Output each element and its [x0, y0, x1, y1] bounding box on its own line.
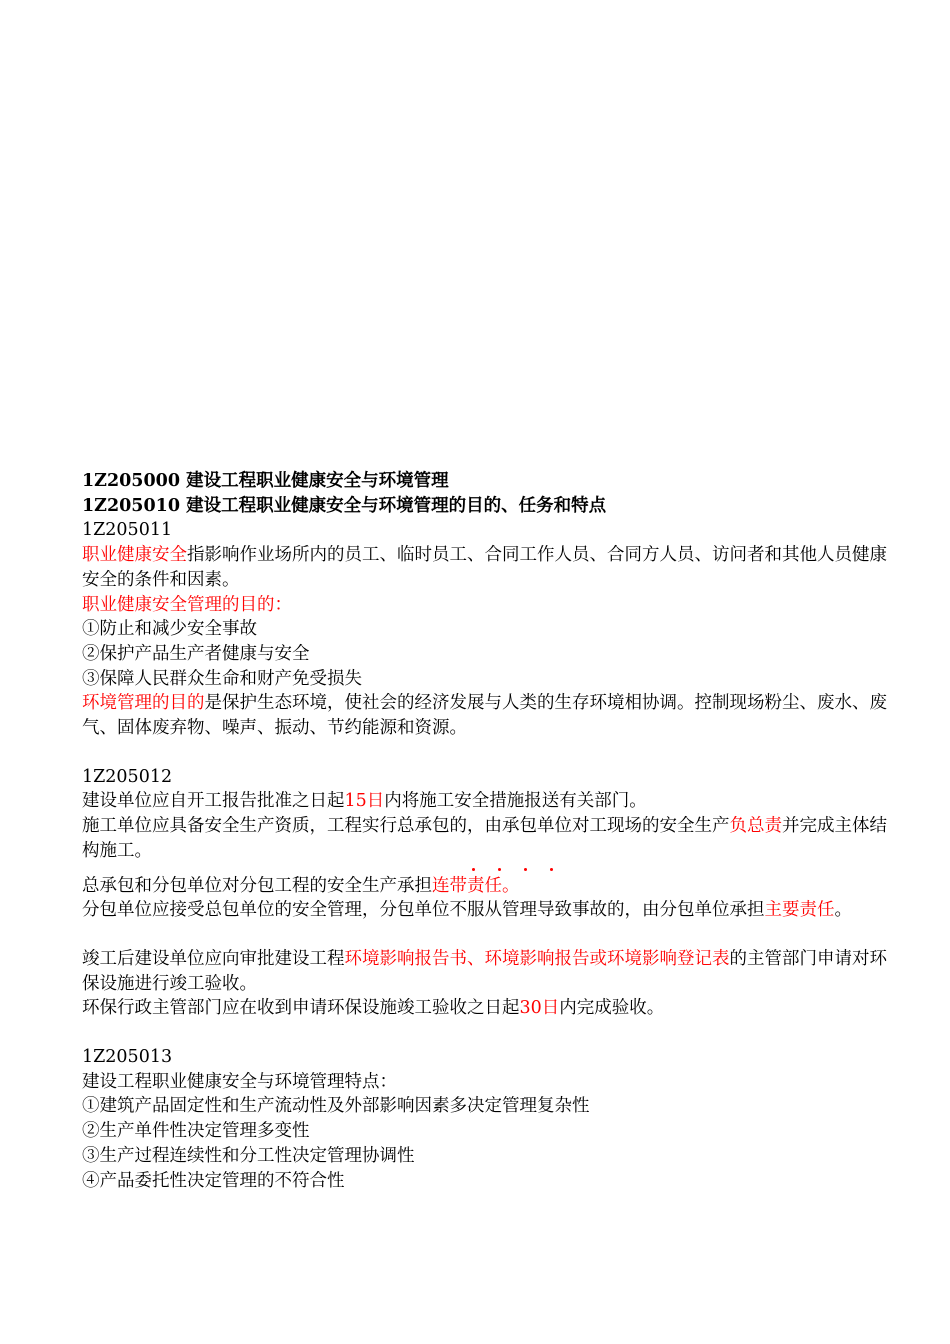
- list-item: ①建筑产品固定性和生产流动性及外部影响因素多决定管理复杂性: [82, 1096, 590, 1117]
- list-item: ③生产过程连续性和分工性决定管理协调性: [82, 1145, 415, 1166]
- spacer: [82, 923, 896, 947]
- paragraph: [82, 789, 896, 814]
- emphasis-term: 主要责任: [764, 900, 835, 921]
- paragraph-text: 。: [834, 900, 852, 921]
- paragraph-text: 内将施工安全措施报送有关部门。: [384, 791, 647, 812]
- list-title: 建设工程职业健康安全与环境管理特点：: [82, 1071, 397, 1092]
- paragraph-text: 分包单位应接受总包单位的安全管理，分包单位不服从管理导致事故的，由分包单位承担: [82, 900, 765, 921]
- document-body: [82, 469, 896, 1193]
- paragraph: [82, 947, 896, 996]
- list-title: 职业健康安全管理的目的：: [82, 594, 292, 615]
- list-item: ③保障人民群众生命和财产免受损失: [82, 668, 362, 689]
- paragraph: [82, 874, 896, 899]
- section-code: 1Z205012: [82, 766, 173, 787]
- emphasis-dot: [472, 868, 475, 871]
- emphasis-term: 负总责: [729, 816, 782, 837]
- spacer: [82, 741, 896, 765]
- emphasis-term: 连带责任。: [432, 875, 520, 896]
- list-item: ①防止和减少安全事故: [82, 619, 257, 640]
- paragraph-text: 并完成主体结构施工。: [82, 816, 887, 861]
- emphasis-dots: [82, 864, 896, 874]
- paragraph-text: 环保行政主管部门应在收到申请环保设施竣工验收之日起: [82, 998, 520, 1019]
- emphasis-term: 环境管理的目的: [82, 693, 205, 714]
- paragraph: [82, 691, 896, 740]
- emphasis-term: 环境影响报告书、环境影响报告或环境影响登记表: [344, 948, 730, 969]
- emphasis-dot: [524, 868, 527, 871]
- paragraph-text: 施工单位应具备安全生产资质，工程实行总承包的，由承包单位对工现场的安全生产: [82, 816, 730, 837]
- emphasis-term: 30日: [519, 998, 560, 1019]
- section-code: 1Z205013: [82, 1047, 173, 1068]
- emphasis-dot: [498, 868, 501, 871]
- emphasis-term: 15日: [344, 791, 385, 812]
- paragraph: [82, 996, 896, 1021]
- paragraph-text: 指影响作业场所内的员工、临时员工、合同工作人员、合同方人员、访问者和其他人员健康安全的条件和因素。: [82, 545, 887, 590]
- paragraph: [82, 898, 896, 923]
- emphasis-term: 职业健康安全: [82, 545, 187, 566]
- paragraph: [82, 814, 896, 863]
- list-item: ②生产单件性决定管理多变性: [82, 1121, 310, 1142]
- list-item: ④产品委托性决定管理的不符合性: [82, 1170, 345, 1191]
- paragraph-text: 建设单位应自开工报告批准之日起: [82, 791, 345, 812]
- emphasis-dot: [550, 868, 553, 871]
- spacer: [82, 1021, 896, 1045]
- paragraph-text: 是保护生态环境，使社会的经济发展与人类的生存环境相协调。控制现场粉尘、废水、废气、固体废弃物、噪声、振动、节约能源和资源。: [82, 693, 887, 739]
- paragraph: [82, 543, 896, 592]
- heading-1: 1Z205000 建设工程职业健康安全与环境管理: [82, 471, 449, 491]
- paragraph-text: 总承包和分包单位对分包工程的安全生产承担: [82, 875, 432, 896]
- paragraph-text: 的主管部门申请对环保设施进行竣工验收。: [82, 948, 887, 994]
- paragraph-text: 内完成验收。: [559, 998, 665, 1019]
- paragraph-text: 竣工后建设单位应向审批建设工程: [82, 948, 345, 969]
- heading-2: 1Z205010 建设工程职业健康安全与环境管理的目的、任务和特点: [82, 495, 607, 516]
- list-item: ②保护产品生产者健康与安全: [82, 643, 310, 664]
- section-code: 1Z205011: [82, 520, 173, 541]
